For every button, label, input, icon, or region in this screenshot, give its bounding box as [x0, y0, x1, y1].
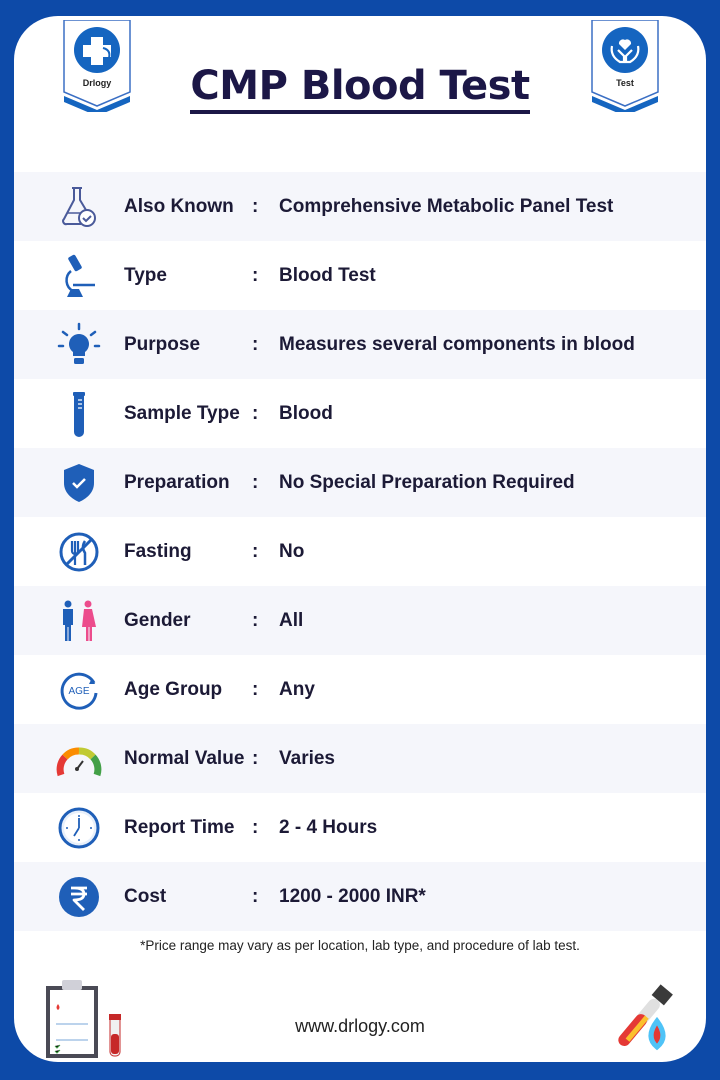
flask-check-icon	[54, 182, 104, 232]
row-value: Blood Test	[279, 264, 376, 286]
row-label: Also Known	[124, 195, 234, 217]
male-female-icon	[54, 596, 104, 646]
row-label: Preparation	[124, 471, 230, 493]
info-row-report-time	[14, 793, 706, 862]
age-icon	[54, 665, 104, 715]
row-label: Fasting	[124, 540, 192, 562]
row-separator: :	[252, 609, 259, 631]
row-label: Report Time	[124, 816, 235, 838]
row-value: Varies	[279, 747, 335, 769]
info-row-also-known	[14, 172, 706, 241]
info-row-gender	[14, 586, 706, 655]
page-title: CMP Blood Test	[190, 64, 529, 114]
rupee-icon	[54, 872, 104, 922]
row-separator: :	[252, 333, 259, 355]
row-separator: :	[252, 471, 259, 493]
row-separator: :	[252, 816, 259, 838]
badge-label-drlogy: Drlogy	[82, 78, 112, 88]
row-value: Measures several components in blood	[279, 333, 635, 355]
row-label: Normal Value	[124, 747, 245, 769]
row-value: No	[279, 540, 305, 562]
row-label: Sample Type	[124, 402, 240, 424]
row-value: Any	[279, 678, 315, 700]
info-row-sample-type	[14, 379, 706, 448]
row-value: 2 - 4 Hours	[279, 816, 378, 838]
row-separator: :	[252, 885, 259, 907]
row-value: Blood	[279, 402, 333, 424]
badge-label-test: Test	[616, 78, 634, 88]
row-separator: :	[252, 540, 259, 562]
info-row-cost	[14, 862, 706, 931]
row-value: No Special Preparation Required	[279, 471, 575, 493]
info-row-purpose	[14, 310, 706, 379]
gauge-icon	[54, 734, 104, 784]
row-separator: :	[252, 195, 259, 217]
no-food-icon	[54, 527, 104, 577]
info-row-age-group	[14, 655, 706, 724]
row-label: Gender	[124, 609, 191, 631]
blood-tube-drop-icon	[599, 981, 679, 1062]
info-row-type	[14, 241, 706, 310]
svg-text:AGE: AGE	[68, 685, 90, 697]
row-value: All	[279, 609, 304, 631]
info-rows	[14, 172, 706, 931]
row-separator: :	[252, 264, 259, 286]
row-label: Age Group	[124, 678, 223, 700]
microscope-icon	[54, 251, 104, 301]
row-value: Comprehensive Metabolic Panel Test	[279, 195, 614, 217]
page-title-wrap	[14, 64, 706, 114]
row-separator: :	[252, 402, 259, 424]
website-link[interactable]: www.drlogy.com	[295, 1016, 425, 1036]
row-value: 1200 - 2000 INR*	[279, 885, 426, 907]
row-separator: :	[252, 678, 259, 700]
info-row-preparation	[14, 448, 706, 517]
price-footnote: *Price range may vary as per location, lab type, and procedure of lab test.	[140, 938, 580, 953]
test-tube-icon	[54, 389, 104, 439]
info-row-fasting	[14, 517, 706, 586]
shield-check-icon	[54, 458, 104, 508]
row-label: Type	[124, 264, 167, 286]
row-label: Cost	[124, 885, 167, 907]
clock-icon	[54, 803, 104, 853]
row-label: Purpose	[124, 333, 201, 355]
lightbulb-icon	[54, 320, 104, 370]
info-row-normal-value	[14, 724, 706, 793]
row-separator: :	[252, 747, 259, 769]
info-card	[14, 16, 706, 1062]
